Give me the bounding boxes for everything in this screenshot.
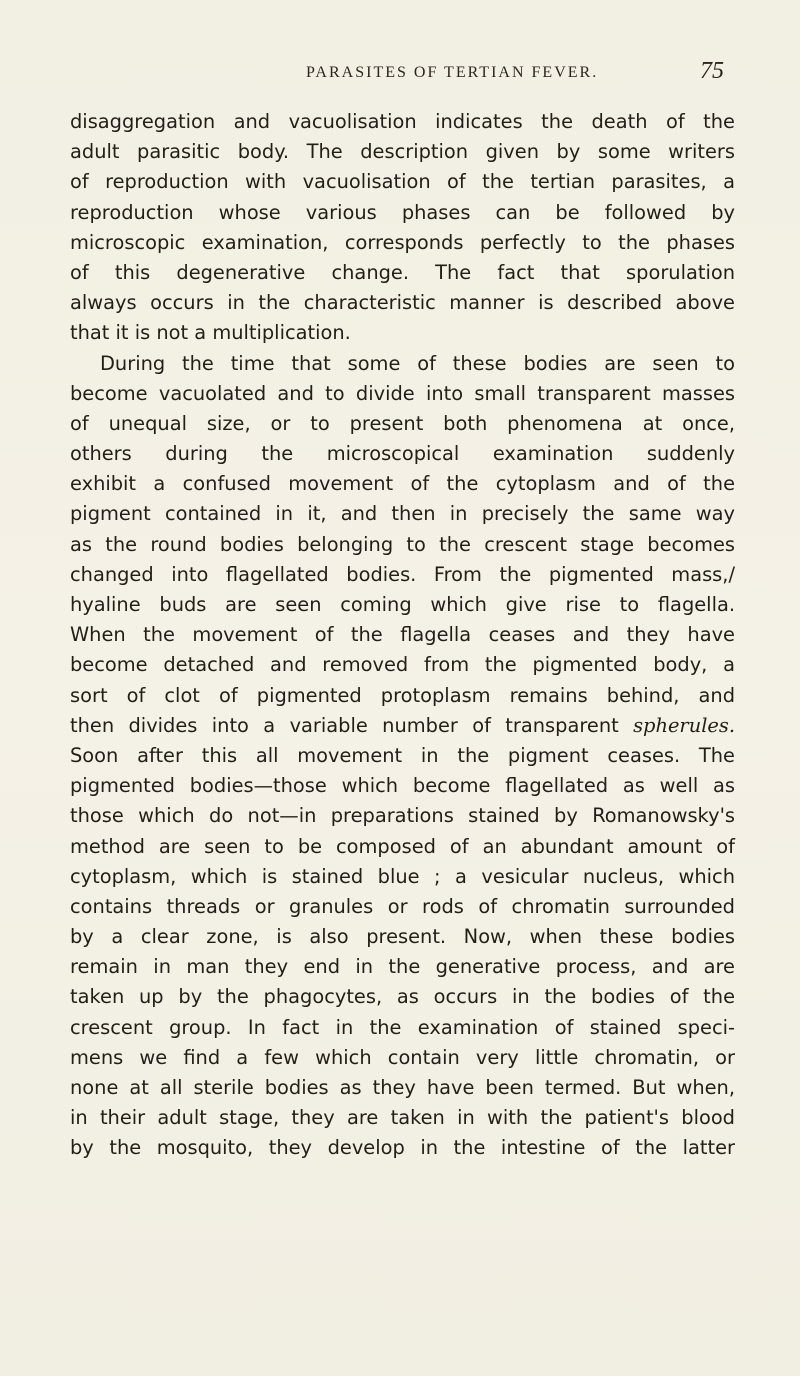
text-line: reproduction whose various phases can be followed by [70,200,735,224]
paragraph-start-line: During the time that some of these bodies are seen to [100,351,735,375]
text-line: exhibit a confused movement of the cytoplasm and of the [70,472,735,496]
running-title: PARASITES OF TERTIAN FEVER. [306,64,599,81]
text-line: in their adult stage, they are taken in with the patient's blood [70,1106,735,1130]
text-line: contains threads or granules or rods of chromatin surrounded [70,894,735,918]
text-line: remain in man they end in the generative process, and are [70,955,735,979]
text-line: cytoplasm, which is stained blue ; a vesicular nucleus, which [70,864,735,888]
text-line: changed into flagellated bodies. From the pigmented mass,/ [70,562,735,586]
text-segment: then divides into a variable number of transparent [70,713,619,737]
text-line: pigment contained in it, and then in precisely the same way [70,502,735,526]
italic-term: spherules. [633,713,735,737]
text-line: sort of clot of pigmented protoplasm remains behind, and [70,683,735,707]
text-line: those which do not—in preparations stained by Romanowsky's [70,804,735,828]
text-line: adult parasitic body. The description given by some writers [70,140,735,164]
text-line: of unequal size, or to present both phenomena at once, [70,411,735,435]
text-line: microscopic examination, corresponds perfectly to the phases [70,230,735,254]
text-line: pigmented bodies—those which become flagellated as well as [70,774,735,798]
page-number: 75 [700,58,724,84]
text-line: as the round bodies belonging to the crescent stage becomes [70,532,735,556]
text-line: by a clear zone, is also present. Now, when these bodies [70,925,735,949]
text-line: that it is not a multiplication. [70,321,351,345]
body-text [70,107,735,1164]
text-line: become detached and removed from the pigmented body, a [70,653,735,677]
running-head [70,58,732,86]
text-line: by the mosquito, they develop in the intestine of the latter [70,1136,735,1160]
text-line: others during the microscopical examination suddenly [70,442,735,466]
text-line: taken up by the phagocytes, as occurs in the bodies of the [70,985,735,1009]
text-line: disaggregation and vacuolisation indicates the death of the [70,110,735,133]
text-line: When the movement of the flagella ceases and they have [70,623,735,647]
text-line: crescent group. In fact in the examination of stained speci- [70,1015,735,1039]
text-line: Soon after this all movement in the pigment ceases. The [70,743,735,767]
text-line: of reproduction with vacuolisation of the tertian parasites, a [70,170,735,194]
text-line: mens we find a few which contain very little chromatin, or [70,1045,735,1069]
text-line: always occurs in the characteristic manner is described above [70,291,735,315]
text-line: hyaline buds are seen coming which give rise to flagella. [70,593,735,616]
text-line: none at all sterile bodies as they have been termed. But when, [70,1076,735,1099]
text-line: of this degenerative change. The fact that sporulation [70,260,735,284]
text-line: become vacuolated and to divide into small transparent masses [70,381,735,405]
text-line: method are seen to be composed of an abundant amount of [70,834,735,858]
text-line-with-italic [70,711,735,741]
